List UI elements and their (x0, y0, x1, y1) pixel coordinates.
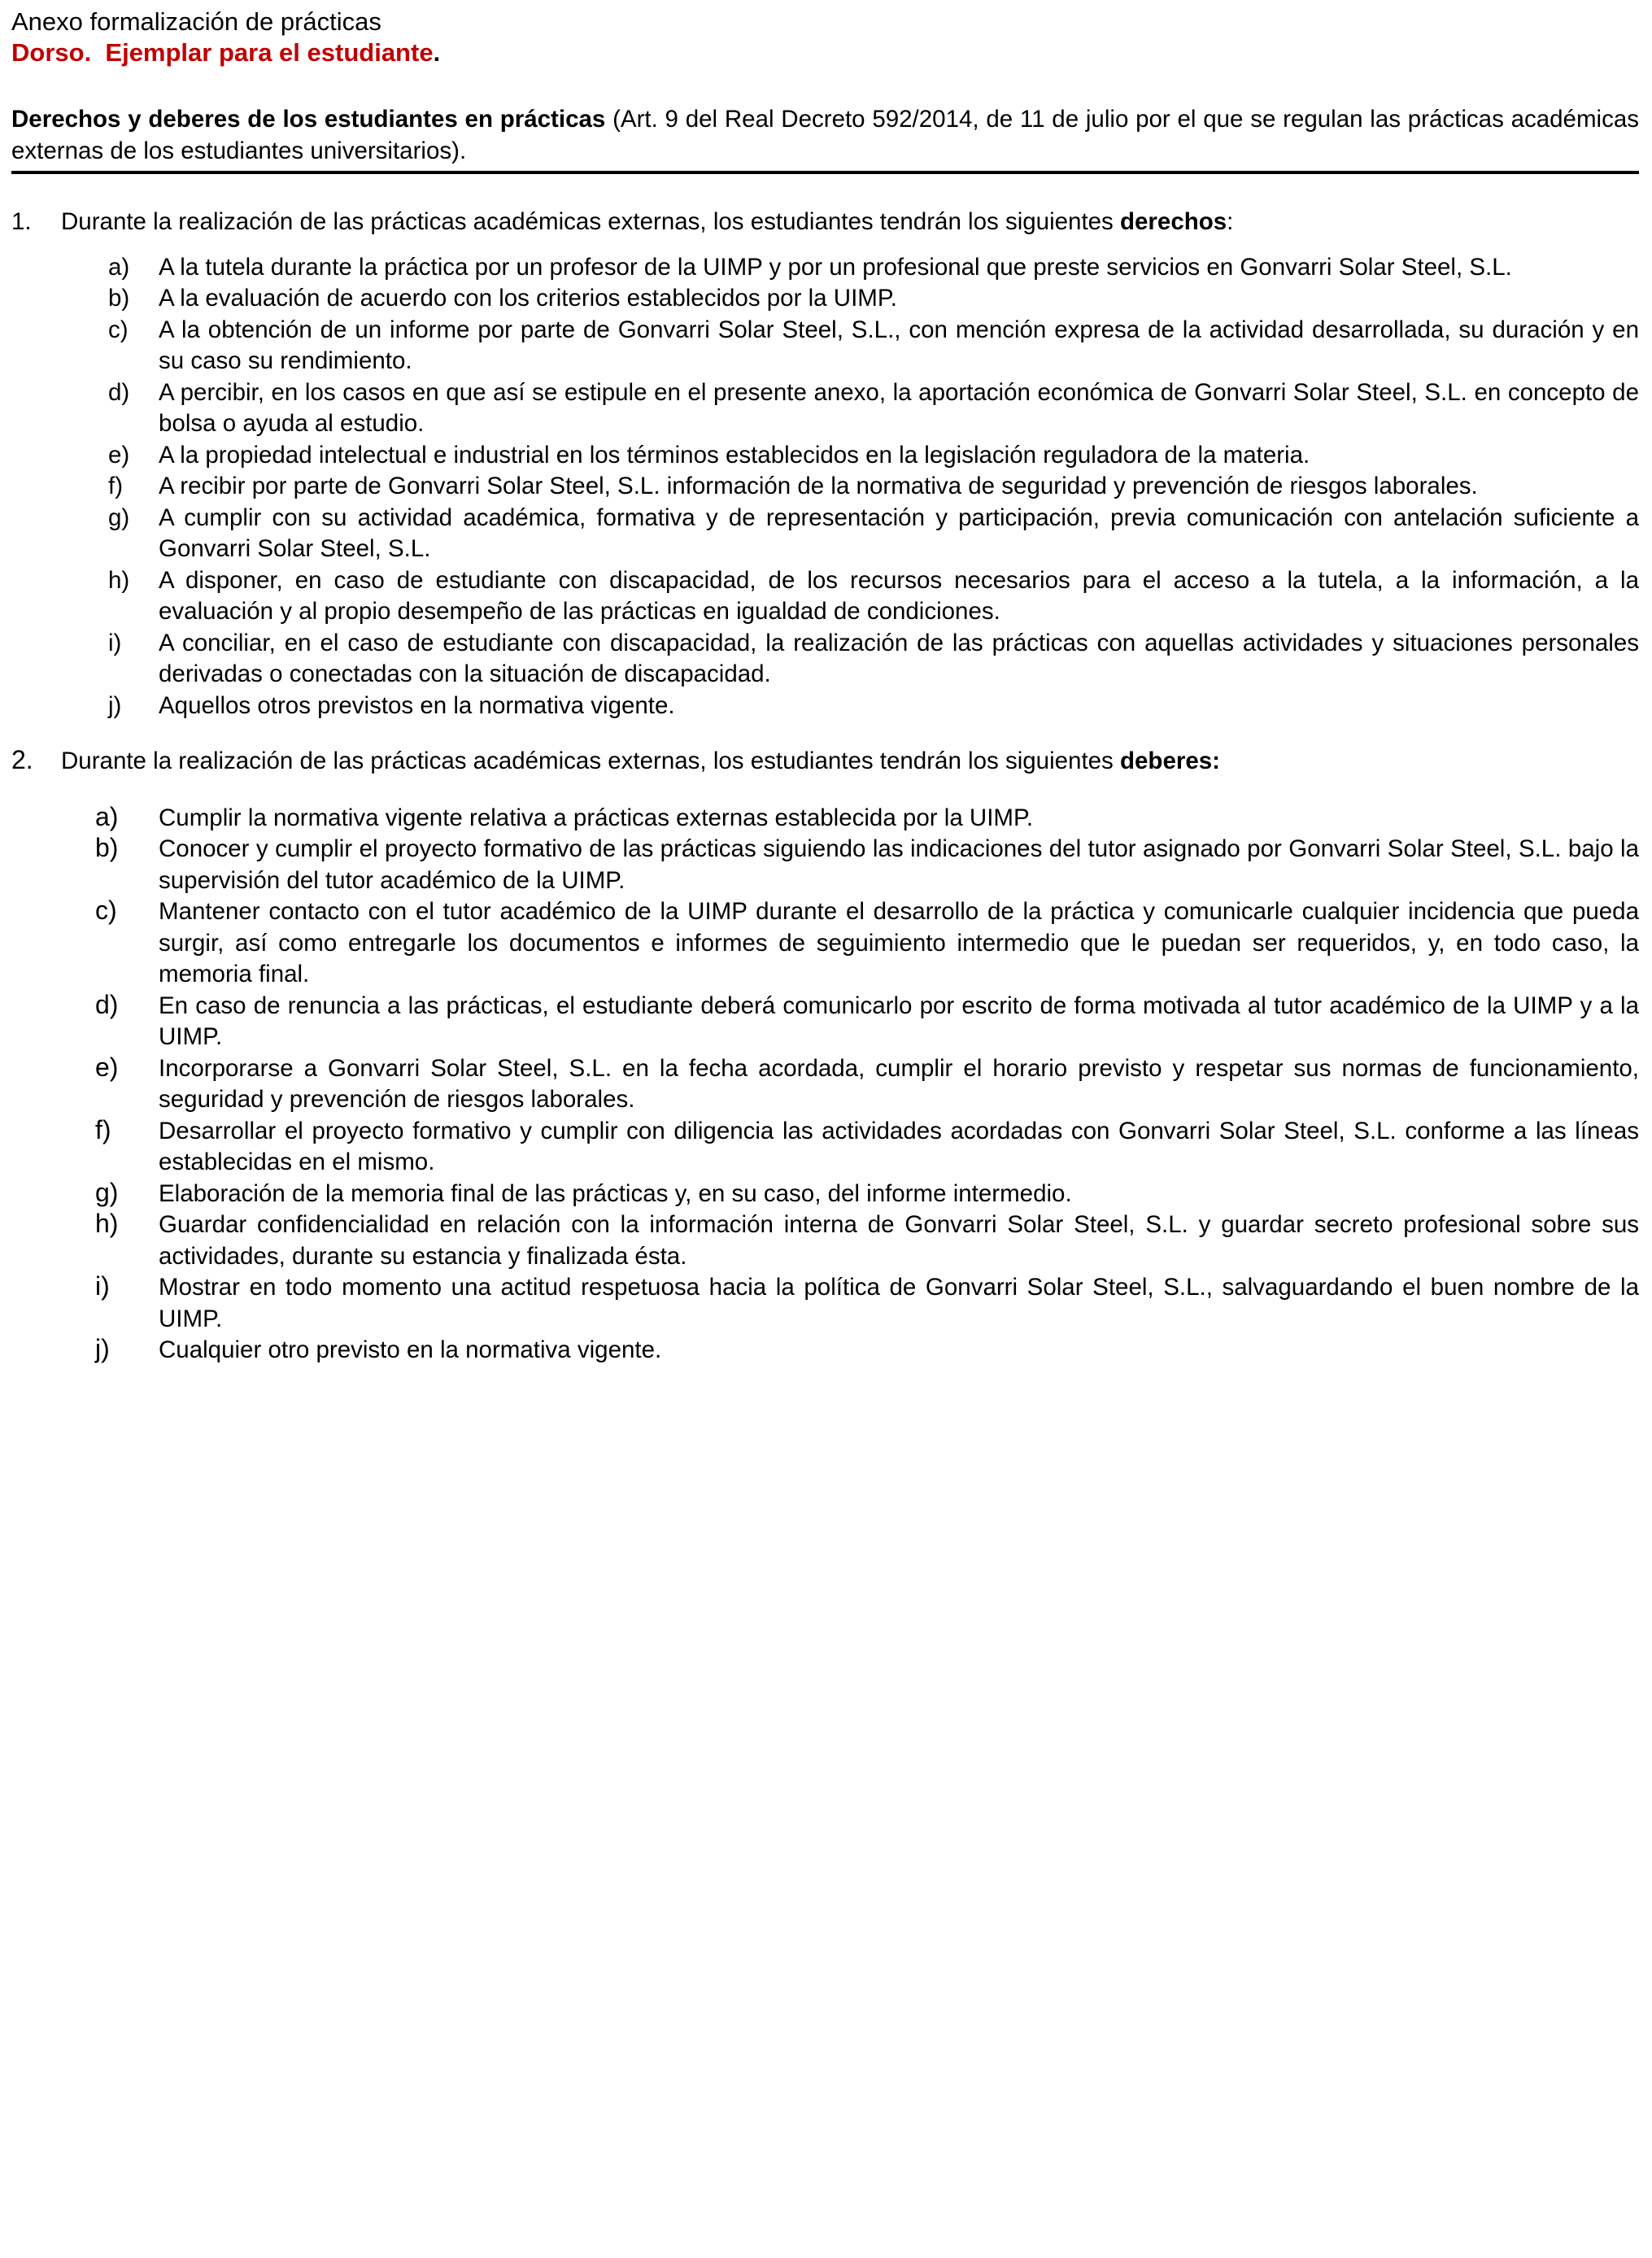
deberes-list (11, 803, 1639, 1367)
item-text: A la tutela durante la práctica por un profesor de la UIMP y por un profesional que preste servicios en Gonvarri Solar Steel, S.L. (159, 253, 1512, 281)
item-label: j) (95, 1334, 110, 1363)
item-text: A percibir, en los casos en que así se estipule en el presente anexo, la aportación económica de Gonvarri Solar Steel, S.L. en concepto de bolsa o ayuda al estudio. (159, 378, 1639, 437)
item-label: e) (95, 1052, 119, 1082)
item-text: Incorporarse a Gonvarri Solar Steel, S.L. en la fecha acordada, cumplir el horario previsto y respetar sus normas de funcionamiento, seguridad y prevención de riesgos laborales. (159, 1054, 1639, 1113)
item-text: A disponer, en caso de estudiante con discapacidad, de los recursos necesarios para el acceso a la tutela, a la información, a la evaluación y al propio desempeño de las prácticas en igualdad de condiciones. (159, 566, 1639, 625)
derechos-list (11, 252, 1639, 722)
item-label: f) (108, 473, 124, 499)
list-item (11, 691, 1639, 722)
item-label: d) (95, 989, 119, 1019)
item-text: Cumplir la normativa vigente relativa a prácticas externas establecida por la UIMP. (159, 804, 1034, 831)
list-item (11, 1053, 1639, 1116)
list-item (11, 283, 1639, 315)
annex-title: Anexo formalización de prácticas (11, 7, 381, 36)
item-label: g) (95, 1177, 119, 1207)
list-item (11, 1335, 1639, 1367)
section-derechos-lead-text: Durante la realización de las prácticas académicas externas, los estudiantes tendrán los siguientes (61, 208, 1120, 235)
section-derechos-lead-bold: derechos (1120, 208, 1227, 235)
item-text: Cualquier otro previsto en la normativa vigente. (159, 1336, 662, 1363)
item-label: f) (95, 1114, 111, 1144)
list-item (11, 896, 1639, 991)
list-item (11, 471, 1639, 503)
item-label: a) (95, 801, 119, 831)
section-deberes-number: 2. (11, 745, 33, 774)
item-text: Elaboración de la memoria final de las prácticas y, en su caso, del informe intermedio. (159, 1179, 1072, 1207)
item-label: b) (95, 833, 119, 862)
list-item (11, 803, 1639, 835)
list-item (11, 315, 1639, 377)
item-label: a) (108, 253, 130, 281)
item-label: h) (108, 566, 130, 594)
item-label: i) (95, 1271, 110, 1301)
item-text: A conciliar, en el caso de estudiante con discapacidad, la realización de las prácticas con aquellas actividades y situaciones personales derivadas o conectadas con la situación de discapacidad. (159, 629, 1639, 687)
item-text: A cumplir con su actividad académica, formativa y de representación y participación, previa comunicación con antelación suficiente a Gonvarri Solar Steel, S.L. (159, 503, 1639, 562)
section-deberes-lead-text: Durante la realización de las prácticas académicas externas, los estudiantes tendrán los siguientes (61, 748, 1120, 774)
item-label: d) (108, 378, 130, 406)
list-item (11, 628, 1639, 691)
list-item (11, 565, 1639, 628)
item-text: A la evaluación de acuerdo con los criterios establecidos por la UIMP. (159, 285, 897, 312)
item-label: i) (108, 629, 122, 656)
item-label: b) (108, 285, 130, 312)
item-label: j) (108, 691, 122, 719)
item-text: A la obtención de un informe por parte de Gonvarri Solar Steel, S.L., con mención expresa de la actividad desarrollada, su duración y en su caso su rendimiento. (159, 316, 1639, 374)
section-derechos-lead (11, 207, 1639, 238)
item-text: Aquellos otros previstos en la normativa vigente. (159, 691, 675, 719)
item-text: A recibir por parte de Gonvarri Solar Steel, S.L. información de la normativa de seguridad y prevención de riesgos laborales. (159, 473, 1478, 499)
list-item (11, 991, 1639, 1053)
list-item (11, 440, 1639, 472)
list-item (11, 377, 1639, 440)
item-text: A la propiedad intelectual e industrial en los términos establecidos en la legislación reguladora de la materia. (159, 441, 1310, 469)
item-text: Mostrar en todo momento una actitud respetuosa hacia la política de Gonvarri Solar Steel, S.L., salvaguardando el buen nombre de la UIMP. (159, 1274, 1639, 1332)
copy-designation-red-text: Dorso. Ejemplar para el estudiante (11, 38, 434, 67)
item-label: h) (95, 1209, 119, 1238)
rights-duties-intro (11, 104, 1639, 167)
item-label: c) (95, 896, 117, 925)
document-header (11, 7, 1639, 68)
section-derechos-lead-suffix: : (1227, 208, 1234, 235)
header-divider-rule (11, 171, 1639, 174)
list-item (11, 834, 1639, 896)
list-item (11, 503, 1639, 565)
item-text: En caso de renuncia a las prácticas, el estudiante deberá comunicarlo por escrito de forma motivada al tutor académico de la UIMP y a la UIMP. (159, 992, 1639, 1050)
copy-designation-period: . (433, 38, 441, 67)
item-text: Conocer y cumplir el proyecto formativo de las prácticas siguiendo las indicaciones del tutor asignado por Gonvarri Solar Steel, S.L. bajo la supervisión del tutor académico de la UIMP. (159, 835, 1639, 894)
section-deberes (11, 746, 1639, 1367)
list-item (11, 1210, 1639, 1272)
item-text: Guardar confidencialidad en relación con la información interna de Gonvarri Solar Steel, S.L. y guardar secreto profesional sobre sus actividades, durante su estancia y finalizada ésta. (159, 1211, 1639, 1270)
item-label: c) (108, 316, 129, 343)
rights-duties-intro-bold: Derechos y deberes de los estudiantes en prácticas (11, 106, 606, 133)
item-text: Desarrollar el proyecto formativo y cumplir con diligencia las actividades acordadas con Gonvarri Solar Steel, S.L. conforme a las líneas establecidas en el mismo. (159, 1117, 1639, 1175)
section-derechos (11, 207, 1639, 721)
list-item (11, 252, 1639, 284)
copy-designation-line (11, 37, 1639, 68)
item-text: Mantener contacto con el tutor académico de la UIMP durante el desarrollo de la práctica y comunicarle cualquier incidencia que pueda surgir, así como entregarle los documentos e informes de seguimiento intermedio que le puedan ser requeridos, y, en todo caso, la memoria final. (159, 898, 1639, 987)
rights-duties-intro-rest: (Art. 9 del Real Decreto 592/2014, de 11 de julio por el que se regulan las prácticas académicas externas de los estudiantes universitarios). (11, 106, 1639, 164)
list-item (11, 1272, 1639, 1335)
section-derechos-number: 1. (11, 208, 32, 235)
item-label: g) (108, 503, 130, 531)
list-item (11, 1116, 1639, 1179)
section-deberes-lead (11, 746, 1639, 778)
list-item (11, 1179, 1639, 1210)
section-deberes-lead-bold: deberes: (1120, 748, 1220, 774)
item-label: e) (108, 441, 130, 469)
